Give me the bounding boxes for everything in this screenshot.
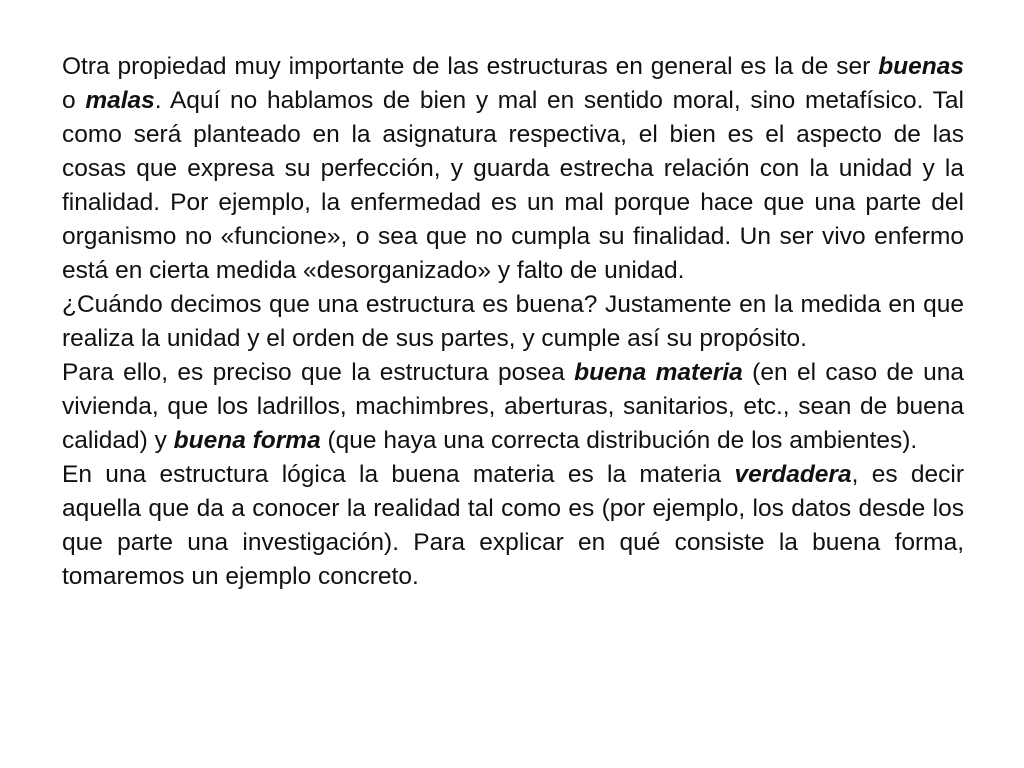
- paragraph-good-and-bad: [62, 50, 964, 288]
- paragraph-logical-structure: [62, 458, 964, 594]
- text-run: . Aquí no hablamos de bien y mal en sentido moral, sino metafísico. Tal como será planteado en la asignatura respectiva, el bien es el aspecto de las cosas que expresa su perfección, y guarda estrecha relación con la unidad y la finalidad. Por ejemplo, la enfermedad es un mal porque hace que una parte del organismo no «funcione», o sea que no cumpla su finalidad. Un ser vivo enfermo está en cierta medida «desorganizado» y falto de unidad.: [62, 87, 964, 284]
- text-run: o: [62, 87, 86, 114]
- paragraph-matter-and-form: [62, 356, 964, 458]
- text-run: (en el caso de una vivienda, que los ladrillos, machimbres, aberturas, sanitarios, etc., sean de buena calidad) y: [62, 359, 965, 454]
- emphasis-buena-materia: buena materia: [574, 359, 743, 386]
- emphasis-buenas: buenas: [878, 53, 964, 80]
- document-body: [62, 50, 964, 594]
- emphasis-malas: malas: [85, 87, 155, 114]
- emphasis-buena-forma: buena forma: [173, 427, 321, 454]
- text-run: (que haya una correcta distribución de los ambientes).: [320, 427, 918, 454]
- emphasis-verdadera: verdadera: [734, 461, 852, 488]
- text-run: Para ello, es preciso que la estructura posea: [62, 359, 575, 386]
- text-run: , es decir aquella que da a conocer la realidad tal como es (por ejemplo, los datos desde los que parte una investigación). Para explicar en qué consiste la buena forma, tomaremos un ejemplo concreto.: [62, 461, 964, 590]
- text-run: En una estructura lógica la buena materia es la materia: [62, 461, 735, 488]
- paragraph-when-good: [62, 288, 964, 356]
- text-run: Otra propiedad muy importante de las estructuras en general es la de ser: [62, 53, 879, 80]
- text-run: ¿Cuándo decimos que una estructura es buena? Justamente en la medida en que realiza la unidad y el orden de sus partes, y cumple así su propósito.: [62, 291, 964, 352]
